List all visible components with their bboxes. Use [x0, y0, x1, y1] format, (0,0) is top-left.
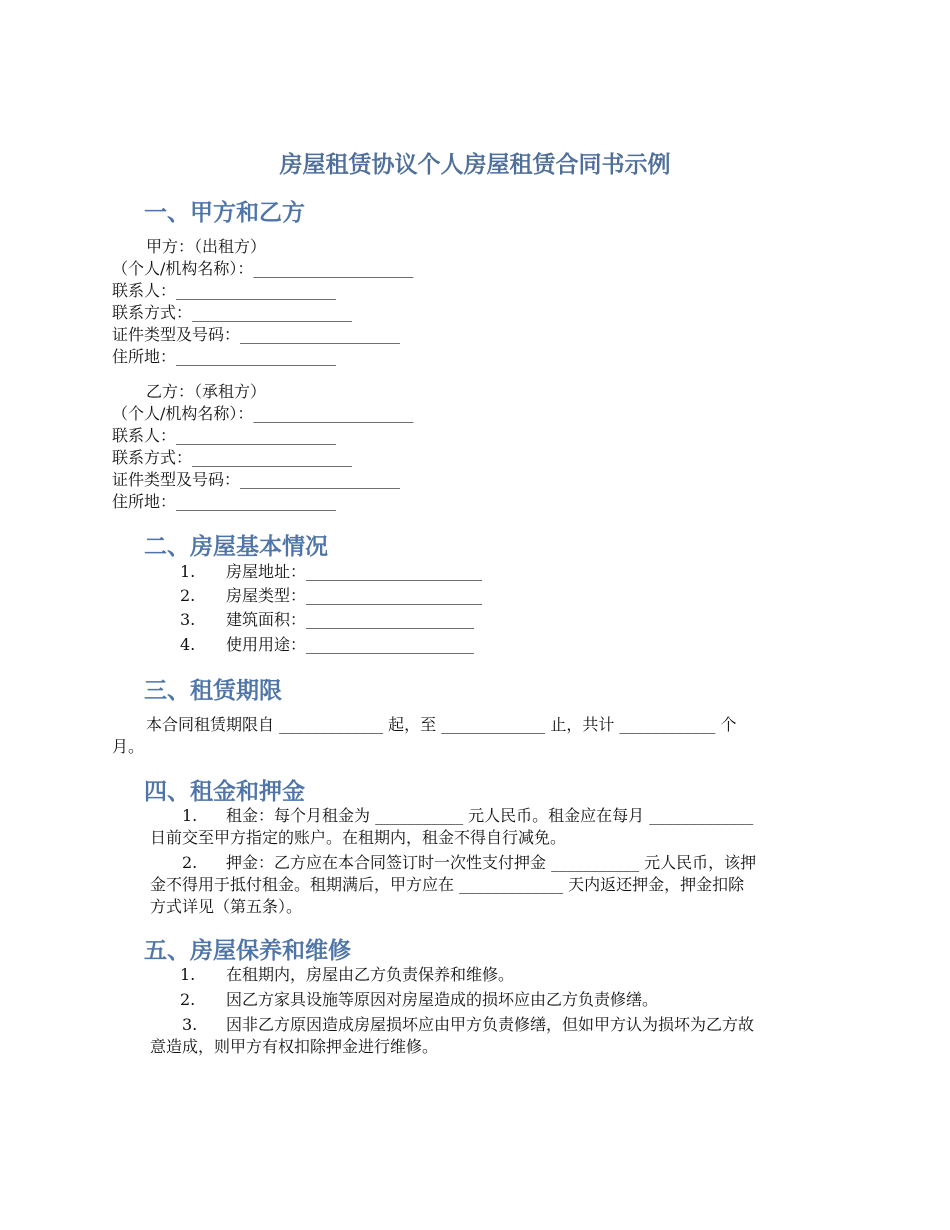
section-heading-property: 二、房屋基本情况	[144, 534, 328, 560]
section-heading-parties: 一、甲方和乙方	[144, 200, 305, 226]
party-b-address-field: 住所地：____________________	[112, 492, 337, 511]
party-a-contact-field: 联系人：____________________	[112, 281, 337, 300]
property-address-field: 房屋地址：______________________	[226, 562, 483, 581]
list-item-number: 1.	[182, 806, 198, 825]
property-type-field: 房屋类型：______________________	[226, 586, 483, 605]
party-a-label: 甲方：（出租方）	[146, 237, 267, 256]
party-b-label: 乙方：（承租方）	[146, 382, 267, 401]
deposit-clause-line: 押金：乙方应在本合同签订时一次性支付押金 ___________ 元人民币，该押	[226, 853, 757, 872]
deposit-clause-line: 金不得用于抵付租金。租期满后，甲方应在 _____________ 天内返还押金，押金扣除	[150, 875, 745, 894]
list-item-number: 3.	[182, 1015, 198, 1034]
list-item-number: 2.	[180, 990, 196, 1009]
rent-clause-line: 日前交至甲方指定的账户。在租期内，租金不得自行减免。	[150, 828, 567, 847]
party-b-name-field: （个人/机构名称）：____________________	[112, 404, 414, 423]
deposit-clause-line: 方式详见（第五条）。	[150, 897, 303, 916]
maintenance-clause-line: 因非乙方原因造成房屋损坏应由甲方负责修缮，但如甲方认为损坏为乙方故	[226, 1015, 755, 1034]
party-a-id-field: 证件类型及号码：____________________	[112, 325, 401, 344]
party-b-id-field: 证件类型及号码：____________________	[112, 470, 401, 489]
maintenance-clause: 因乙方家具设施等原因对房屋造成的损坏应由乙方负责修缮。	[226, 990, 659, 1009]
section-heading-maintenance: 五、房屋保养和维修	[144, 938, 351, 964]
section-heading-term: 三、租赁期限	[144, 678, 282, 704]
term-paragraph-line: 本合同租赁期限自 _____________ 起，至 _____________ 止，共计 ____________ 个	[146, 715, 737, 734]
list-item-number: 1.	[180, 562, 196, 581]
list-item-number: 3.	[180, 610, 196, 629]
list-item-number: 2.	[182, 853, 198, 872]
list-item-number: 1.	[180, 965, 196, 984]
maintenance-clause-line: 意造成，则甲方有权扣除押金进行维修。	[150, 1037, 439, 1056]
rent-clause-line: 租金：每个月租金为 ___________ 元人民币。租金应在每月 _____________	[226, 806, 754, 825]
party-a-phone-field: 联系方式：____________________	[112, 303, 353, 322]
property-usage-field: 使用用途：_____________________	[226, 635, 475, 654]
party-b-phone-field: 联系方式：____________________	[112, 448, 353, 467]
section-heading-rent-deposit: 四、租金和押金	[144, 779, 305, 805]
party-b-contact-field: 联系人：____________________	[112, 426, 337, 445]
property-area-field: 建筑面积：_____________________	[226, 610, 475, 629]
party-a-name-field: （个人/机构名称）：____________________	[112, 259, 414, 278]
party-a-address-field: 住所地：____________________	[112, 347, 337, 366]
maintenance-clause: 在租期内，房屋由乙方负责保养和维修。	[226, 965, 515, 984]
term-paragraph-line: 月。	[112, 737, 145, 756]
list-item-number: 2.	[180, 586, 196, 605]
list-item-number: 4.	[180, 635, 196, 654]
document-title: 房屋租赁协议个人房屋租赁合同书示例	[279, 152, 671, 178]
